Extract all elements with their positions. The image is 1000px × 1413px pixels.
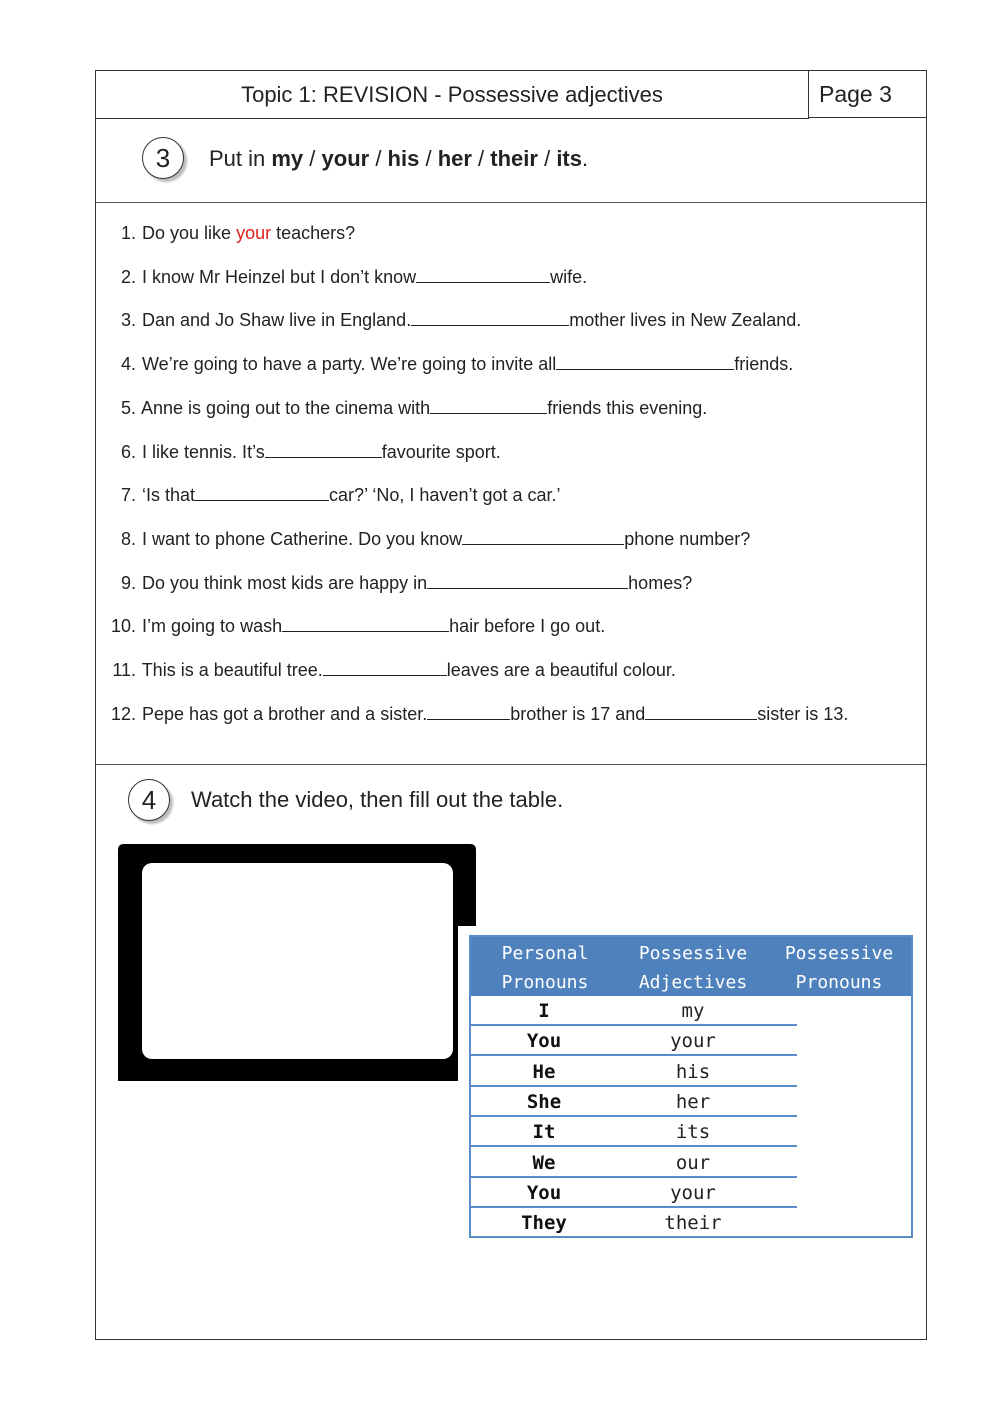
- answer-blank[interactable]: [411, 311, 569, 326]
- target-word: your: [321, 146, 370, 171]
- exercise-number: 7.: [120, 485, 136, 506]
- personal-pronoun-cell: It: [532, 1121, 556, 1144]
- table-row: [471, 996, 797, 1026]
- answer-blank[interactable]: [427, 705, 510, 720]
- exercise-text: I want to phone Catherine. Do you know: [142, 528, 463, 549]
- possessive-pronoun-answer-cell[interactable]: [797, 1117, 911, 1147]
- target-word: her: [437, 146, 472, 171]
- exercise-text: Do you like: [142, 223, 237, 243]
- exercise-text: I like tennis. It’s: [142, 441, 265, 462]
- topic-title: Topic 1: REVISION - Possessive adjectives: [96, 71, 809, 119]
- exercise-number: 3.: [120, 310, 136, 331]
- exercise-text: favourite sport.: [381, 441, 501, 462]
- exercise-number: 6.: [120, 441, 136, 462]
- personal-pronoun-cell: He: [532, 1060, 556, 1083]
- header-possessive-pronouns: Possessive Pronouns: [784, 943, 894, 993]
- exercise-text: ‘Is that: [142, 485, 196, 506]
- possessive-pronoun-answer-cell[interactable]: [797, 996, 911, 1026]
- exercise-text: teachers?: [271, 223, 356, 243]
- exercise-item: [104, 310, 924, 331]
- answer-blank[interactable]: [427, 574, 628, 589]
- exercise-text: Dan and Jo Shaw live in England.: [142, 310, 412, 331]
- answer-blank[interactable]: [645, 705, 757, 720]
- possessive-adjective-cell: their: [664, 1212, 722, 1235]
- answer-blank[interactable]: [430, 399, 547, 414]
- exercise-text: brother is 17 and: [510, 703, 646, 724]
- exercise-text: hair before I go out.: [449, 616, 606, 637]
- possessive-pronoun-answer-cell[interactable]: [797, 1026, 911, 1056]
- possessive-adjective-cell: its: [675, 1121, 711, 1144]
- target-word: their: [490, 146, 538, 171]
- possessive-pronoun-answer-cell[interactable]: [797, 1148, 911, 1178]
- exercise-number: 12.: [110, 703, 136, 724]
- exercise-text: Anne is going out to the cinema with: [141, 397, 431, 418]
- possessive-adjective-cell: my: [681, 1000, 705, 1022]
- pronoun-table: [469, 935, 913, 1238]
- answer-blank[interactable]: [195, 486, 329, 501]
- target-word: my: [271, 146, 304, 171]
- exercise-item: [104, 442, 924, 463]
- exercise-item: [104, 660, 924, 681]
- exercise-text: leaves are a beautiful colour.: [446, 660, 676, 680]
- exercise-text: homes?: [628, 572, 693, 593]
- exercise-text: car?’ ‘No, I haven’t got a car.’: [329, 485, 561, 506]
- answer-blank[interactable]: [556, 355, 734, 370]
- possessive-adjective-cell: her: [675, 1090, 711, 1113]
- personal-pronoun-cell: You: [526, 1030, 562, 1053]
- table-row: [471, 1026, 797, 1056]
- possessive-pronoun-answer-cell[interactable]: [797, 1208, 911, 1238]
- exercise-text: Pepe has got a brother and a sister.: [142, 703, 428, 724]
- possessive-adjective-cell: your: [670, 1181, 716, 1204]
- exercise-number: 8.: [120, 528, 136, 549]
- possessive-pronoun-answer-cell[interactable]: [797, 1087, 911, 1117]
- page-number: Page 3: [809, 71, 926, 118]
- exercise-number: 4.: [120, 354, 136, 375]
- exercise-item: [104, 354, 924, 375]
- personal-pronoun-cell: I: [538, 1000, 550, 1022]
- possessive-pronoun-answer-cell[interactable]: [797, 1178, 911, 1208]
- section-divider: [96, 764, 926, 765]
- table-header: [471, 937, 911, 996]
- exercise-number: 10.: [110, 616, 136, 637]
- exercise-item: [104, 398, 924, 419]
- example-answer: your: [236, 223, 272, 243]
- exercise-text: I know Mr Heinzel but I don’t know: [142, 266, 417, 287]
- exercise-text: wife.: [550, 266, 588, 287]
- personal-pronoun-cell: They: [521, 1212, 567, 1235]
- exercise-number: 9.: [120, 572, 136, 593]
- exercise-number: 5.: [120, 397, 136, 418]
- table-row: [471, 1057, 797, 1087]
- answer-blank[interactable]: [265, 443, 382, 458]
- section-3-instruction: Put in my / your / his / her / their / its.: [209, 146, 589, 171]
- section-divider: [96, 202, 926, 203]
- exercise-text: friends this evening.: [547, 397, 708, 418]
- target-word: his: [387, 146, 420, 171]
- video-player[interactable]: [118, 844, 478, 1084]
- exercise-text: Do you think most kids are happy in: [142, 572, 428, 593]
- exercise-item: [104, 573, 924, 594]
- possessive-pronoun-answer-cell[interactable]: [797, 1057, 911, 1087]
- table-row: [471, 1087, 797, 1117]
- video-screen[interactable]: [142, 863, 453, 1059]
- exercise-text: This is a beautiful tree.: [141, 660, 323, 680]
- personal-pronoun-cell: We: [532, 1151, 556, 1174]
- possessive-adjective-cell: our: [675, 1151, 711, 1174]
- target-word: its: [556, 146, 582, 171]
- answer-blank[interactable]: [462, 530, 624, 545]
- section-3-number: 3: [142, 137, 184, 179]
- exercise-item: [104, 616, 924, 637]
- exercise-text: I’m going to wash: [142, 616, 283, 637]
- exercise-text: friends.: [734, 354, 794, 375]
- exercise-item: [104, 485, 924, 506]
- answer-blank[interactable]: [323, 661, 447, 676]
- exercise-item: [104, 529, 924, 550]
- answer-blank[interactable]: [282, 617, 449, 632]
- exercise-item: [104, 223, 924, 244]
- table-row: [471, 1117, 797, 1147]
- header-personal-pronouns: Personal Pronouns: [501, 943, 589, 993]
- exercise-item: [104, 267, 924, 288]
- exercise-number: 2.: [120, 266, 136, 287]
- header-possessive-adjectives: Possessive Adjectives: [638, 943, 748, 993]
- exercise-text: mother lives in New Zealand.: [569, 310, 802, 331]
- exercise-number: 1.: [120, 223, 136, 243]
- section-4-instruction: Watch the video, then fill out the table.: [191, 787, 564, 812]
- exercise-number: 11.: [112, 660, 136, 680]
- exercise-item: [104, 704, 924, 725]
- section-4-number: 4: [128, 779, 170, 821]
- exercise-text: sister is 13.: [757, 703, 849, 724]
- personal-pronoun-cell: You: [526, 1181, 562, 1204]
- exercise-text: We’re going to have a party. We’re going to invite all: [142, 354, 557, 375]
- table-row: [471, 1178, 797, 1208]
- personal-pronoun-cell: She: [526, 1090, 562, 1113]
- possessive-adjective-cell: your: [670, 1030, 716, 1053]
- table-row: [471, 1208, 797, 1238]
- possessive-adjective-cell: his: [675, 1060, 711, 1083]
- answer-blank[interactable]: [416, 268, 550, 283]
- table-row: [471, 1148, 797, 1178]
- exercise-text: phone number?: [624, 528, 751, 549]
